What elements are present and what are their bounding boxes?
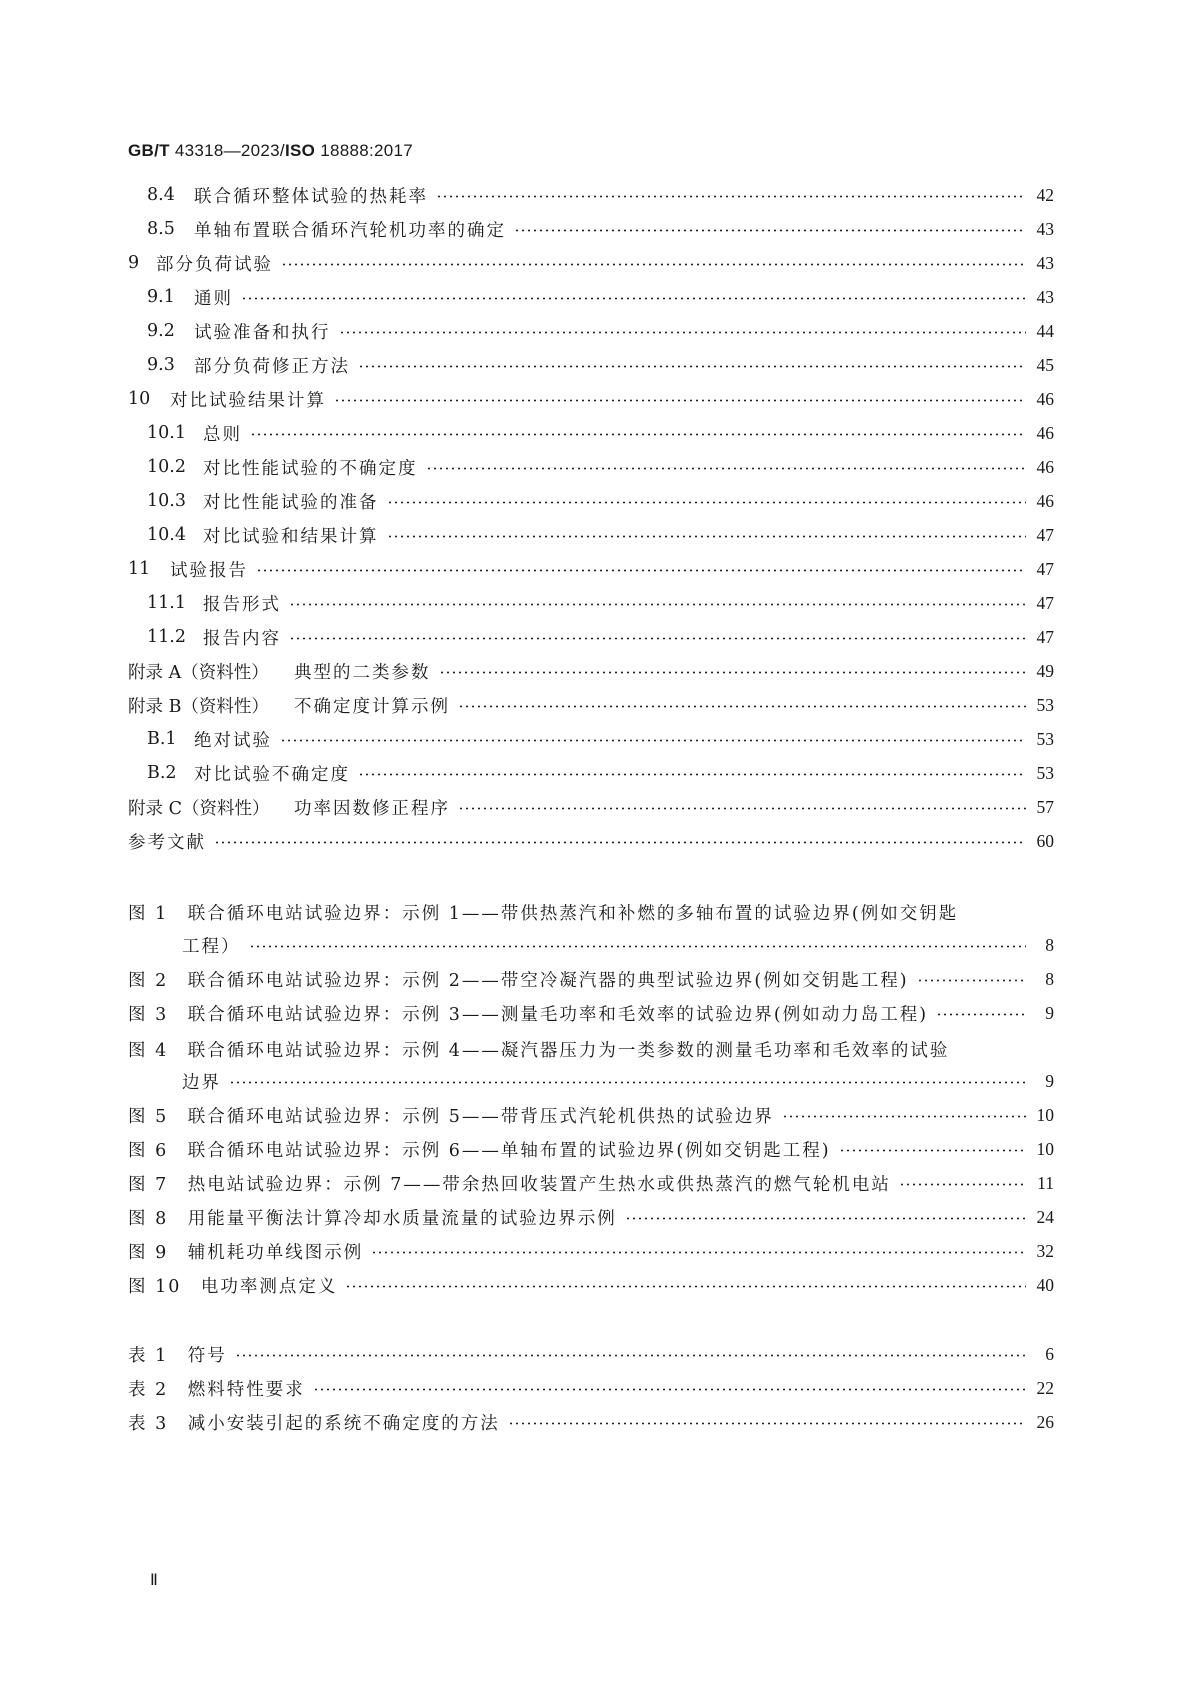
- table-entry[interactable]: 表 3 减小安装引起的系统不确定度的方法 26: [128, 1411, 1054, 1434]
- table-entry[interactable]: 表 2 燃料特性要求 22: [128, 1377, 1054, 1400]
- dot-leader: [281, 263, 1026, 266]
- dot-leader: [334, 399, 1026, 402]
- dot-leader: [387, 535, 1027, 538]
- figure-entry-line[interactable]: 图 4 联合循环电站试验边界：示例 4——凝汽器压力为一类参数的测量毛功率和毛效率的试验: [128, 1041, 950, 1061]
- standard-number: 43318—2023/: [174, 141, 285, 160]
- dot-leader: [214, 841, 1026, 844]
- toc-entry[interactable]: 9 部分负荷试验 43: [128, 252, 1054, 275]
- toc-entry[interactable]: 10.4 对比试验和结果计算 47: [147, 524, 1054, 547]
- dot-leader: [289, 637, 1026, 640]
- dot-leader: [387, 501, 1027, 504]
- dot-leader: [458, 705, 1026, 708]
- figure-entry[interactable]: 图 10 电功率测点定义 40: [128, 1274, 1054, 1297]
- dot-leader: [839, 1149, 1026, 1152]
- toc-entry[interactable]: 9.2 试验准备和执行 44: [147, 320, 1054, 343]
- figure-entry[interactable]: 图 2 联合循环电站试验边界：示例 2——带空冷凝汽器的典型试验边界(例如交钥匙工程) 8: [128, 968, 1054, 991]
- dot-leader: [256, 569, 1026, 572]
- toc-entry[interactable]: 9.3 部分负荷修正方法 45: [147, 354, 1054, 377]
- figure-entry[interactable]: 图 8 用能量平衡法计算冷却水质量流量的试验边界示例 24: [128, 1206, 1054, 1229]
- dot-leader: [917, 979, 1026, 982]
- dot-leader: [280, 739, 1026, 742]
- figure-entry[interactable]: 图 6 联合循环电站试验边界：示例 6——单轴布置的试验边界(例如交钥匙工程) 10: [128, 1138, 1054, 1161]
- dot-leader: [345, 1285, 1026, 1288]
- toc-entry[interactable]: B.2 对比试验不确定度 53: [147, 762, 1054, 785]
- table-entry[interactable]: 表 1 符号 6: [128, 1343, 1054, 1366]
- dot-leader: [899, 1183, 1026, 1186]
- dot-leader: [508, 1422, 1026, 1425]
- dot-leader: [426, 467, 1027, 470]
- dot-leader: [358, 365, 1026, 368]
- toc-entry[interactable]: 10.3 对比性能试验的准备 46: [147, 490, 1054, 513]
- toc-entry[interactable]: 11 试验报告 47: [128, 558, 1054, 581]
- dot-leader: [250, 433, 1026, 436]
- figure-entry[interactable]: 边界 9: [182, 1070, 1054, 1093]
- toc-entry[interactable]: 10.2 对比性能试验的不确定度 46: [147, 456, 1054, 479]
- toc-entry-annex[interactable]: 附录 C（资料性） 功率因数修正程序 57: [128, 796, 1054, 819]
- toc-entry[interactable]: 8.5 单轴布置联合循环汽轮机功率的确定 43: [147, 218, 1054, 241]
- toc-entry[interactable]: 10 对比试验结果计算 46: [128, 388, 1054, 411]
- iso-prefix: ISO: [284, 141, 316, 160]
- toc-entry[interactable]: 11.2 报告内容 47: [147, 626, 1054, 649]
- dot-leader: [339, 331, 1027, 334]
- iso-number: 18888:2017: [320, 141, 414, 160]
- dot-leader: [289, 603, 1026, 606]
- dot-leader: [936, 1013, 1026, 1016]
- dot-leader: [514, 229, 1026, 232]
- dot-leader: [458, 807, 1026, 810]
- figure-entry[interactable]: 图 5 联合循环电站试验边界：示例 5——带背压式汽轮机供热的试验边界 10: [128, 1104, 1054, 1127]
- dot-leader: [235, 1354, 1026, 1357]
- dot-leader: [782, 1115, 1026, 1118]
- dot-leader: [358, 773, 1026, 776]
- dot-leader: [241, 297, 1026, 300]
- dot-leader: [436, 195, 1026, 198]
- dot-leader: [439, 671, 1027, 674]
- figure-entry[interactable]: 图 9 辅机耗功单线图示例 32: [128, 1240, 1054, 1263]
- figure-entry[interactable]: 图 3 联合循环电站试验边界：示例 3——测量毛功率和毛效率的试验边界(例如动力岛工程) 9: [128, 1002, 1054, 1025]
- dot-leader: [249, 945, 1027, 948]
- toc-entry-annex[interactable]: 附录 B（资料性） 不确定度计算示例 53: [128, 694, 1054, 717]
- dot-leader: [371, 1251, 1026, 1254]
- document-header: [128, 141, 413, 161]
- toc-entry[interactable]: 11.1 报告形式 47: [147, 592, 1054, 615]
- dot-leader: [229, 1081, 1026, 1084]
- figure-entry[interactable]: 工程） 8: [182, 934, 1054, 957]
- page-number: Ⅱ: [150, 1572, 158, 1589]
- toc-entry[interactable]: 8.4 联合循环整体试验的热耗率 42: [147, 184, 1054, 207]
- standard-prefix: GB/T: [128, 141, 170, 160]
- dot-leader: [313, 1388, 1026, 1391]
- toc-entry[interactable]: 10.1 总则 46: [147, 422, 1054, 445]
- figure-entry[interactable]: 图 7 热电站试验边界：示例 7——带余热回收装置产生热水或供热蒸汽的燃气轮机电站 11: [128, 1172, 1054, 1195]
- toc-entry[interactable]: 9.1 通则 43: [147, 286, 1054, 309]
- toc-entry-annex[interactable]: 附录 A（资料性） 典型的二类参数 49: [128, 660, 1054, 683]
- figure-entry-line[interactable]: 图 1 联合循环电站试验边界：示例 1——带供热蒸汽和补燃的多轴布置的试验边界(例如交钥匙: [128, 904, 959, 924]
- dot-leader: [625, 1217, 1026, 1220]
- toc-entry-bibliography[interactable]: 参考文献 60: [128, 830, 1054, 853]
- toc-entry[interactable]: B.1 绝对试验 53: [147, 728, 1054, 751]
